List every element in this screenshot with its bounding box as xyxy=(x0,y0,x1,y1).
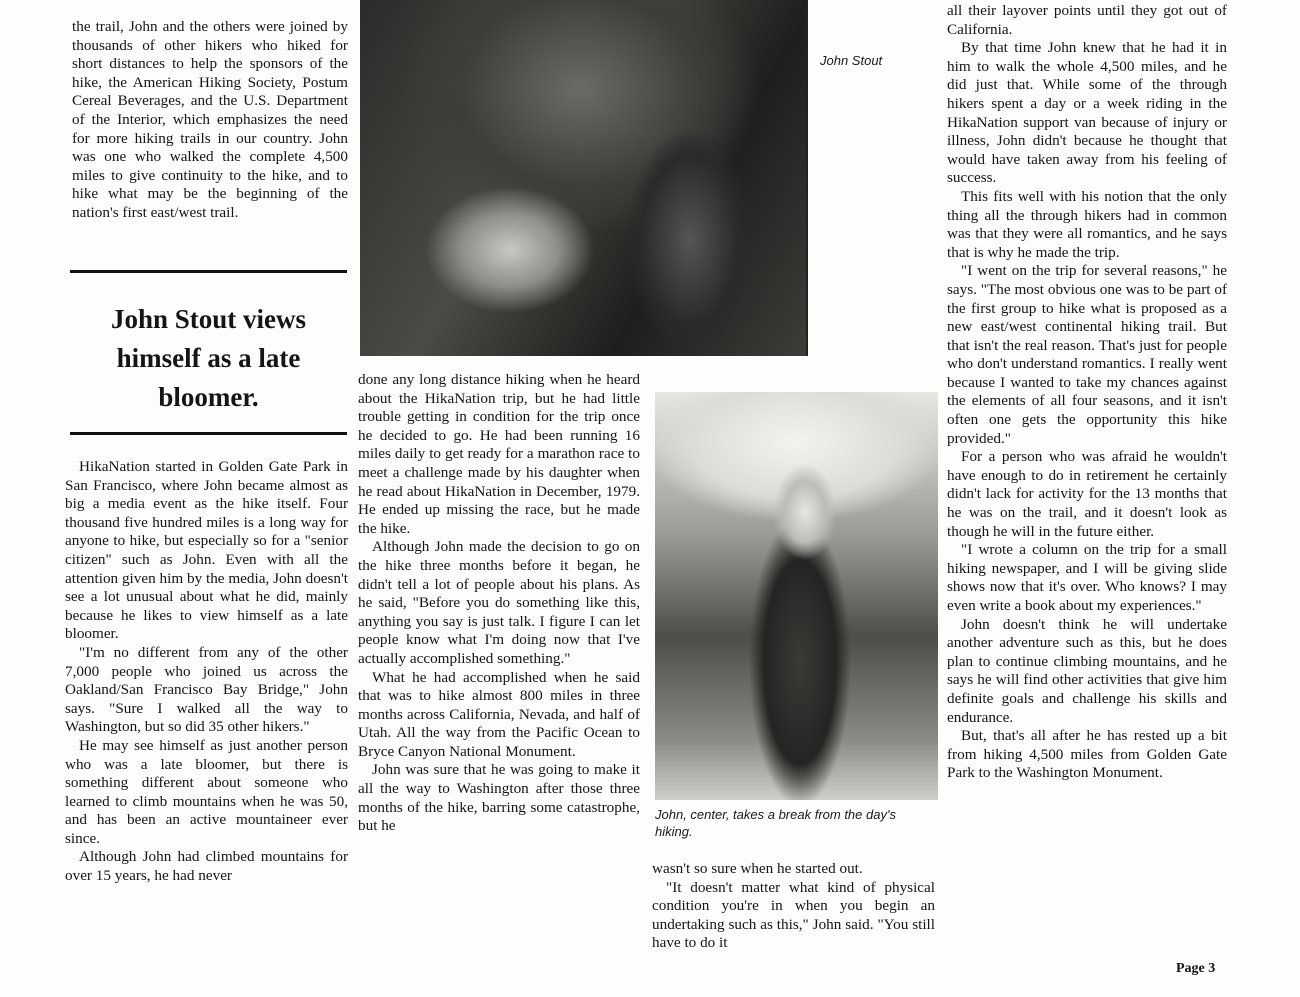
paragraph: This fits well with his notion that the only thing all the through hikers had in common was that they were all romantics, and he says that is why he made the trip. xyxy=(947,187,1227,261)
paragraph: For a person who was afraid he wouldn't have enough to do in retirement he certainly didn't lack for activity for the 13 months that he was on the trail, and it doesn't look as though he will in the future either. xyxy=(947,448,1227,540)
paragraph: "I'm no different from any of the other 7,000 people who joined us across the Oakland/San Francisco Bay Bridge," John says. "Sure I walked all the way to Washington, but so did 35 other hikers." xyxy=(65,643,348,736)
paragraph: By that time John knew that he had it in him to walk the whole 4,500 miles, and he did just that. While some of the through hikers spent a day or a week riding in the HikaNation support van because of injury or illness, John didn't because he thought that would have taken away from his feeling of success. xyxy=(947,39,1227,187)
photo-john-stout-closeup xyxy=(360,0,808,356)
paragraph: done any long distance hiking when he heard about the HikaNation trip, but he had little trouble getting in condition for the trip once he decided to go. He had been running 16 miles daily to get ready for a marathon race to meet a challenge made by his daughter when he read about HikaNation in December, 1979. He ended up missing the race, but he made the hike. xyxy=(358,371,640,537)
article-column-1-top xyxy=(72,0,348,223)
paragraph: Although John had climbed mountains for over 15 years, he had never xyxy=(65,848,348,885)
page-number: Page 3 xyxy=(1176,961,1216,976)
article-column-3 xyxy=(652,860,935,953)
paragraph: the trail, John and the others were joined by thousands of other hikers who hiked for short distances to help the sponsors of the hike, the American Hiking Society, Postum Cereal Beverages, and the U.S. Department of the Interior, which emphasizes the need for more hiking trails in our country. John was one who walked the complete 4,500 miles to give continuity to the hike, and to hike what may be the beginning of the nation's first east/west trail. xyxy=(72,18,348,221)
paragraph: What he had accomplished when he said that was to hike almost 800 miles in three months across California, Nevada, and half of Utah. All the way from the Pacific Ocean to Bryce Canyon National Monument. xyxy=(358,668,640,760)
paragraph: He may see himself as just another person who was a late bloomer, but there is something different about someone who learned to climb mountains when he was 50, and has been an active mountaineer ever since. xyxy=(65,736,348,847)
photo-caption: John Stout xyxy=(820,53,883,68)
paragraph: "I wrote a column on the trip for a small hiking newspaper, and I will be giving slide shows now that it's over. Who knows? I may even write a book about my experiences." xyxy=(947,541,1227,614)
pull-quote: John Stout views himself as a late bloomer. xyxy=(110,304,307,412)
article-column-2 xyxy=(358,371,640,836)
paragraph: HikaNation started in Golden Gate Park in San Francisco, where John became almost as big a media event as the hike itself. Four thousand five hundred miles is a long way for anyone to hike, but especially so for a "senior citizen" such as John. Even with all the attention given him by the media, John doesn't see a lot unusual about what he did, mainly because he likes to view himself as a late bloomer. xyxy=(65,458,348,643)
paragraph: Although John made the decision to go on the hike three months before it began, he didn't tell a lot of people about his plans. As he said, "Before you do something like this, anything you say is just talk. I figure I can let people know what I'm doing now that I've actually accomplished something." xyxy=(358,538,640,667)
paragraph: John doesn't think he will undertake another adventure such as this, but he does plan to continue climbing mountains, and he says he will find other activities that give him definite goals and challenge his skills and endurance. xyxy=(947,615,1227,726)
pull-quote-bottom-rule xyxy=(70,432,347,435)
pull-quote-top-rule xyxy=(70,270,347,273)
paragraph: wasn't so sure when he started out. xyxy=(652,860,863,877)
paragraph: all their layover points until they got out of California. xyxy=(947,2,1227,38)
article-column-4 xyxy=(947,0,1227,783)
photo-hikers-group xyxy=(655,392,938,800)
paragraph: "It doesn't matter what kind of physical condition you're in when you begin an undertaking such as this," John said. "You still have to do it xyxy=(652,878,935,952)
article-column-1 xyxy=(65,458,348,886)
paragraph: John was sure that he was going to make it all the way to Washington after those three months of the hike, barring some catastrophe, but he xyxy=(358,761,640,835)
paragraph: "I went on the trip for several reasons," he says. "The most obvious one was to be part of the first group to hike what is proposed as a new east/west continental hiking trail. But that isn't the real reason. That's just for people who don't understand romantics. I really went because I wanted to take my chances against the elements of all four seasons, and it isn't often one gets the opportunity this hike provided." xyxy=(947,262,1227,447)
photo-caption: John, center, takes a break from the day's hiking. xyxy=(655,807,896,839)
paragraph: But, that's all after he has rested up a bit from hiking 4,500 miles from Golden Gate Park to the Washington Monument. xyxy=(947,727,1227,782)
